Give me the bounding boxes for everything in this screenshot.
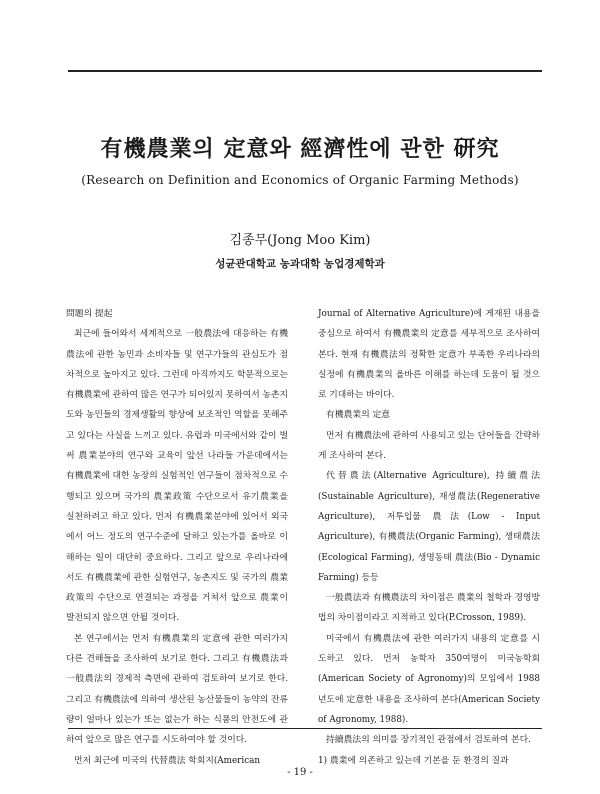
- paragraph: 一般農法과 有機農法의 차이점은 農業의 철학과 경영방법의 차이점이라고 지적하고 있다(P.Crosson, 1989).: [318, 593, 540, 624]
- paragraph: 持續農法의 의미를 장기적인 관점에서 검토하여 본다.: [326, 735, 531, 746]
- section-heading: 有機農業의 定意: [326, 410, 391, 421]
- paragraph: 미국에서 有機農法에 관한 여러가지 내용의 定意를 시도하고 있다. 먼저 농학자 350여명이 미국농학회(American Society of Agronomy)의 모임에서 1988년도에 定意한 내용을 조사하여 본다(American Society of Agronomy, 1988).: [318, 633, 540, 725]
- bottom-rule: [68, 728, 542, 729]
- section-heading: 問題의 提起: [66, 309, 113, 319]
- author-affiliation: 성균관대학교 농과대학 농업경제학과: [215, 258, 385, 270]
- paragraph: 먼저 有機農法에 관하여 사용되고 있는 단어들을 간략하게 조사하여 본다.: [318, 430, 540, 462]
- right-column: [318, 304, 540, 771]
- paragraph: 본 연구에서는 먼저 有機農業의 定意에 관한 여러가지 다른 견해들을 조사하여 보기로 한다. 그리고 有機農法과 一般農法의 경제적 측면에 관하여 검토하여 보기로 한다. 그리고 有機農法에 의하여 생산된 농산물들이 농약의 잔류량이 얼마나 있는가 또는 없는가 하는 식품의 안전도에 관하여 앞으로 많은 연구를 시도하여야 할 것이다.: [66, 633, 288, 746]
- paragraph: 최근에 들어와서 세계적으로 一般農法에 대응하는 有機農法에 관한 농민과 소비자들 및 연구가들의 관심도가 점차적으로 높아지고 있다. 그런데 아직까지도 학문적으로는 有機農業에 관하여 많은 연구가 되어있지 못하여서 농촌지도와 농민들의 경제생활의 향상에 보조적인 역할을 못해주고 있다는 사실을 느끼고 있다. 유럽과 미국에서와 같이 벌써 農業분야의 연구와 교육이 앞선 나라들 가운데에서는 有機農業에 대한 농장의 실험적인 연구들이 점차적으로 수행되고 있으며 국가의 農業政策 수단으로서 유기農業을 실천하려고 하고 있다. 먼저 有機農業분야에 있어서 외국에서 어느 정도의 연구수준에 달하고 있는가를 올바로 이해하는 일이 대단히 중요하다. 그리고 앞으로 우리나라에서도 有機農業에 관한 실험연구, 농촌지도 및 국가의 農業政策의 수단으로 연결되는 과정을 거쳐서 앞으로 農業이 발전되지 않으면 안될 것이다.: [66, 329, 288, 624]
- author-name: 김종무(Jong Moo Kim): [229, 233, 371, 248]
- left-column: [66, 304, 288, 771]
- page-number: - 19 -: [287, 767, 313, 778]
- paragraph: 代替農法(Alternative Agriculture), 持續農法(Sustainable Agriculture), 재생農法(Regenerative Agriculture), 저투입물 農法(Low - Input Agriculture), 有機農法(Organic Farming), 생태農法(Ecological Farming), 생명동태 農法(Bio - Dynamic Farming) 등등: [318, 471, 540, 583]
- list-item: 1) 農業에 의존하고 있는데 기본을 둔 환경의 질과: [318, 755, 509, 766]
- top-rule: [68, 70, 542, 72]
- paper-subtitle: (Research on Definition and Economics of Organic Farming Methods): [81, 173, 519, 187]
- paragraph: Journal of Alternative Agriculture)에 게재된 내용을 중심으로 하여서 有機農業의 定意를 세부적으로 조사하여 본다. 현재 有機農法의 정확한 定意가 부족한 우리나라의 실정에 有機農業의 올바른 이해를 하는데 도움이 될 것으로 기대하는 바이다.: [318, 309, 540, 401]
- paper-title: 有機農業의 定意와 經濟性에 관한 研究: [100, 136, 500, 162]
- paragraph: 먼저 최근에 미국의 代替農法 학회지(American: [74, 755, 261, 766]
